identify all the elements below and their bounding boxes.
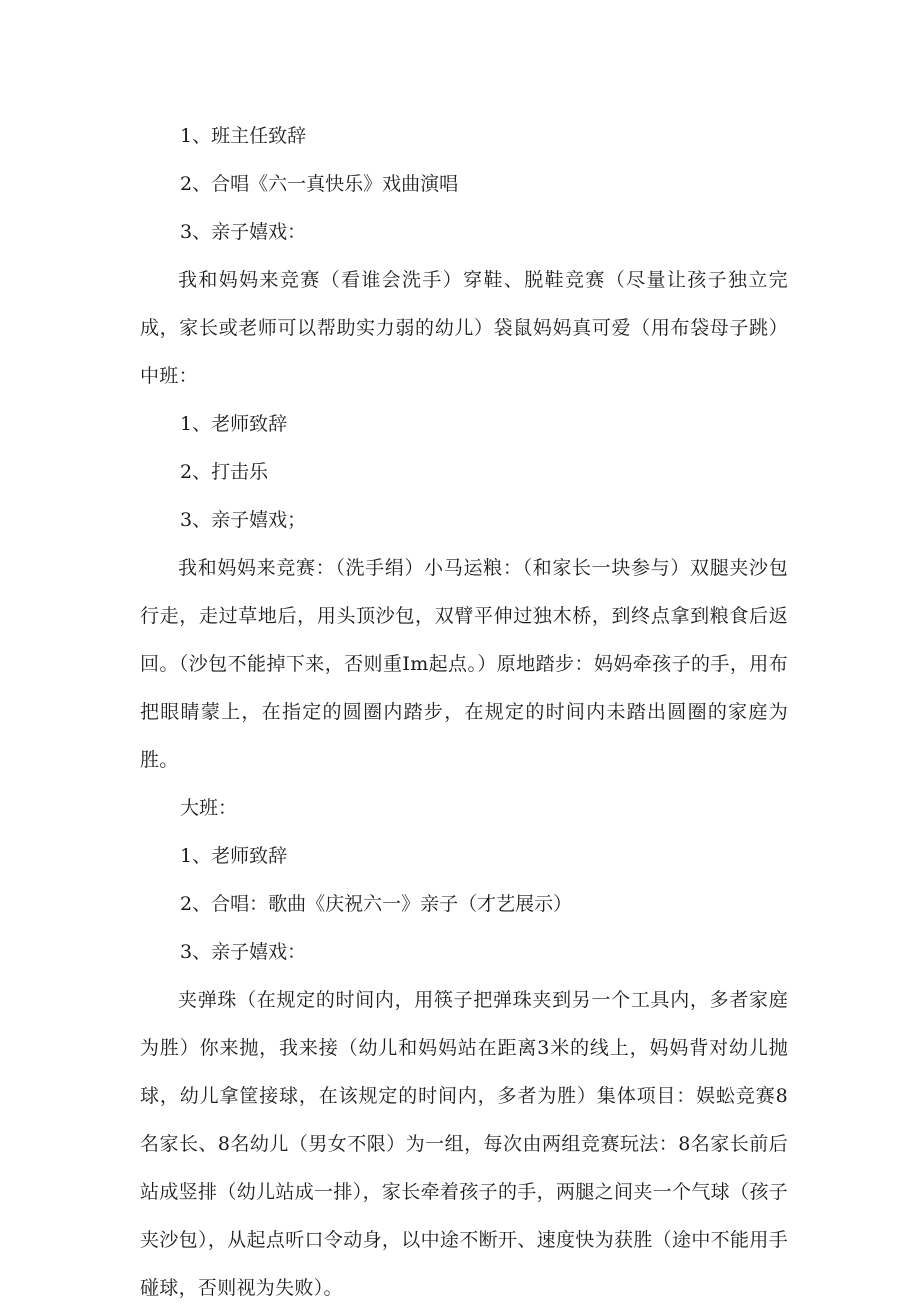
list-item-percussion: 2、打击乐 bbox=[180, 461, 269, 483]
section-heading-big-class: 大班： bbox=[180, 797, 238, 819]
list-item-chorus-opera: 2、合唱《六一真快乐》戏曲演唱 bbox=[180, 173, 459, 195]
list-item-parent-child-games-big: 3、亲子嬉戏： bbox=[180, 941, 307, 963]
list-item-teacher-speech: 1、老师致辞 bbox=[180, 413, 288, 435]
list-item-teacher-speech-big: 1、老师致辞 bbox=[180, 845, 288, 867]
paragraph-small-class-games: 我和妈妈来竞赛（看谁会洗手）穿鞋、脱鞋竞赛（尽量让孩子独立完成，家长或老师可以帮助实力弱的幼儿）袋鼠妈妈真可爱（用布袋母子跳）中班： bbox=[140, 269, 788, 387]
list-item-parent-child-games: 3、亲子嬉戏： bbox=[180, 221, 307, 243]
document-body bbox=[140, 112, 788, 1312]
paragraph-big-class-games: 夹弹珠（在规定的时间内，用筷子把弹珠夹到另一个工具内，多者家庭为胜）你来抛，我来接（幼儿和妈妈站在距离3米的线上，妈妈背对幼儿抛球，幼儿拿筐接球，在该规定的时间内，多者为胜）集体项目：娱蚣竞赛8名家长、8名幼儿（男女不限）为一组，每次由两组竞赛玩法：8名家长前后站成竖排（幼儿站成一排），家长牵着孩子的手，两腿之间夹一个气球（孩子夹沙包），从起点听口令动身，以中途不断开、速度快为获胜（途中不能用手碰球，否则视为失败）。 bbox=[140, 989, 788, 1299]
list-item-chorus-song: 2、合唱：歌曲《庆祝六一》亲子（才艺展示） bbox=[180, 893, 573, 915]
list-item-class-teacher-speech: 1、班主任致辞 bbox=[180, 125, 307, 147]
list-item-parent-child-games-middle: 3、亲子嬉戏； bbox=[180, 509, 307, 531]
paragraph-middle-class-games: 我和妈妈来竞赛：（洗手绢）小马运粮：（和家长一块参与）双腿夹沙包行走，走过草地后，用头顶沙包，双臂平伸过独木桥，到终点拿到粮食后返回。（沙包不能掉下来，否则重Im起点。）原地踏步：妈妈牵孩子的手，用布把眼睛蒙上，在指定的圆圈内踏步，在规定的时间内未踏出圆圈的家庭为胜。 bbox=[140, 557, 788, 771]
